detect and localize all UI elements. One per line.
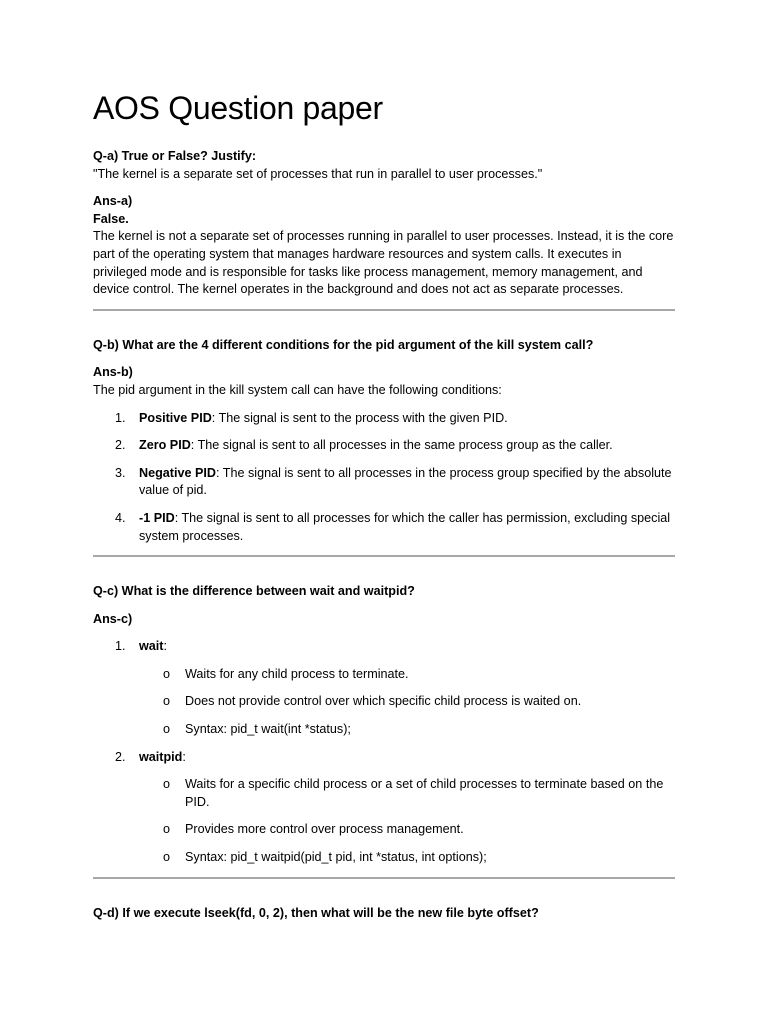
section-divider [93, 555, 675, 557]
question-a-section [93, 148, 675, 299]
condition-text: : The signal is sent to all processes in the process group specified by the absolute value of pid. [139, 465, 672, 498]
list-number: 2. [115, 438, 126, 453]
list-number: 3. [115, 465, 126, 480]
condition-text: : The signal is sent to all processes for which the caller has permission, excluding special system processes. [139, 510, 671, 543]
question-b-section [93, 337, 675, 545]
list-number: 1. [115, 410, 126, 425]
waitpid-bullets [139, 776, 675, 866]
condition-term: Negative PID [139, 465, 216, 480]
list-number: 2. [115, 749, 126, 764]
condition-text: : The signal is sent to all processes in the same process group as the caller. [190, 438, 613, 453]
bullet-item [139, 776, 675, 811]
bullet-item [139, 721, 675, 739]
bullet-icon: o [163, 850, 171, 865]
wait-comparison-list [93, 638, 675, 866]
answer-a-label: Ans-a) [93, 194, 133, 209]
wait-bullets [139, 666, 675, 739]
bullet-text: Syntax: pid_t wait(int *status); [185, 722, 351, 737]
section-divider [93, 877, 675, 879]
condition-term: -1 PID [139, 510, 175, 525]
list-item [93, 410, 675, 428]
answer-a-explanation: The kernel is not a separate set of processes running in parallel to user processes. Instead, it is the core part of the operating system that manages hardware resources and system calls. It executes in privileged mode and is responsible for tasks like process management, memory management, and device control. The kernel operates in the background and does not act as separate processes. [93, 229, 674, 297]
question-c-section [93, 583, 675, 867]
condition-term: Positive PID [139, 410, 212, 425]
question-a-label: Q-a) True or False? Justify: [93, 149, 257, 163]
term-suffix: : [182, 749, 186, 764]
question-d-section [93, 905, 675, 923]
page-title: AOS Question paper [93, 90, 383, 126]
bullet-item [139, 821, 675, 839]
answer-b-intro: The pid argument in the kill system call can have the following conditions: [93, 382, 502, 397]
list-item [93, 638, 675, 738]
question-b-label: Q-b) What are the 4 different conditions for the pid argument of the kill system call? [93, 337, 594, 352]
question-a-statement: "The kernel is a separate set of processes that run in parallel to user processes." [93, 166, 543, 181]
list-item [93, 510, 675, 545]
list-number: 4. [115, 510, 126, 525]
answer-b-label: Ans-b) [93, 365, 133, 380]
bullet-icon: o [163, 822, 171, 837]
bullet-text: Waits for any child process to terminate. [185, 666, 409, 681]
pid-conditions-list [93, 410, 675, 546]
list-item [93, 749, 675, 867]
bullet-icon: o [163, 722, 171, 737]
bullet-text: Syntax: pid_t waitpid(pid_t pid, int *status, int options); [185, 850, 487, 865]
question-c-label: Q-c) What is the difference between wait and waitpid? [93, 584, 415, 599]
answer-a-verdict: False. [93, 211, 129, 226]
bullet-text: Does not provide control over which specific child process is waited on. [185, 694, 582, 709]
condition-text: : The signal is sent to the process with the given PID. [211, 410, 508, 425]
bullet-text: Waits for a specific child process or a set of child processes to terminate based on the PID. [185, 777, 664, 809]
document-page [93, 88, 675, 922]
bullet-icon: o [163, 694, 171, 709]
question-d-label: Q-d) If we execute lseek(fd, 0, 2), then what will be the new file byte offset? [93, 905, 539, 920]
function-term: wait [139, 639, 164, 654]
answer-c-label: Ans-c) [93, 611, 133, 626]
condition-term: Zero PID [139, 438, 191, 453]
bullet-item [139, 666, 675, 684]
function-term: waitpid [139, 749, 183, 764]
bullet-text: Provides more control over process management. [185, 822, 464, 837]
section-divider [93, 309, 675, 311]
bullet-item [139, 693, 675, 711]
list-number: 1. [115, 639, 126, 654]
bullet-item [139, 849, 675, 867]
list-item [93, 465, 675, 500]
term-suffix: : [163, 639, 167, 654]
bullet-icon: o [163, 777, 171, 792]
bullet-icon: o [163, 666, 171, 681]
list-item [93, 437, 675, 455]
